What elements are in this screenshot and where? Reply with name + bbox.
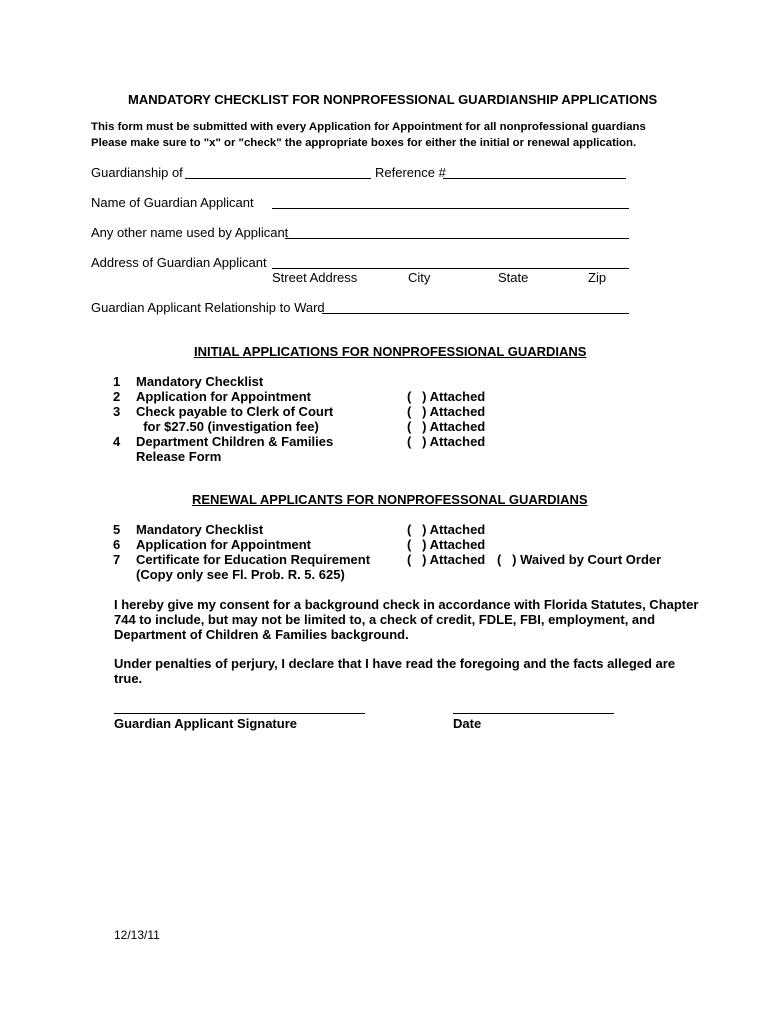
attached-checkbox[interactable]: ( ) Attached	[407, 522, 486, 537]
consent-line-3: Department of Children & Families background.	[114, 627, 409, 642]
renewal-item-num: 6	[113, 537, 121, 552]
guardian-name-label: Name of Guardian Applicant	[91, 195, 254, 210]
guardian-name-field[interactable]	[272, 208, 629, 209]
renewal-item-text: Certificate for Education Requirement	[136, 552, 371, 567]
intro-line-2: Please make sure to "x" or "check" the appropriate boxes for either the initial or renewal application.	[91, 137, 637, 149]
zip-caption: Zip	[588, 270, 607, 285]
signature-field[interactable]	[114, 713, 365, 714]
initial-item-text: Application for Appointment	[136, 389, 311, 404]
initial-heading: INITIAL APPLICATIONS FOR NONPROFESSIONAL GUARDIANS	[194, 344, 587, 359]
initial-item-num: 4	[113, 434, 121, 449]
reference-label: Reference #	[375, 165, 446, 180]
footer-revision-date: 12/13/11	[114, 928, 160, 942]
attached-checkbox[interactable]: ( ) Attached	[407, 537, 486, 552]
reference-field[interactable]	[443, 178, 626, 179]
address-field[interactable]	[272, 268, 629, 269]
street-address-caption: Street Address	[272, 270, 358, 285]
date-field[interactable]	[453, 713, 614, 714]
attached-checkbox[interactable]: ( ) Attached	[407, 434, 486, 449]
initial-item-text: for $27.50 (investigation fee)	[136, 419, 319, 434]
renewal-item-num: 5	[113, 522, 121, 537]
guardianship-of-field[interactable]	[185, 178, 371, 179]
perjury-line-2: true.	[114, 671, 143, 686]
page-title: MANDATORY CHECKLIST FOR NONPROFESSIONAL GUARDIANSHIP APPLICATIONS	[128, 92, 658, 107]
initial-item-num: 3	[113, 404, 121, 419]
initial-item-text: Department Children & Families	[136, 434, 334, 449]
renewal-heading: RENEWAL APPLICANTS FOR NONPROFESSONAL GUARDIANS	[192, 492, 588, 507]
initial-item-text: Release Form	[136, 449, 222, 464]
other-name-field[interactable]	[285, 238, 629, 239]
initial-item-num: 2	[113, 389, 121, 404]
waived-checkbox[interactable]: ( ) Waived by Court Order	[497, 552, 662, 567]
initial-item-text: Check payable to Clerk of Court	[136, 404, 334, 419]
address-label: Address of Guardian Applicant	[91, 255, 267, 270]
state-caption: State	[498, 270, 529, 285]
consent-line-2: 744 to include, but may not be limited to, a check of credit, FDLE, FBI, employment, and	[114, 612, 656, 627]
initial-item-num: 1	[113, 374, 121, 389]
perjury-line-1: Under penalties of perjury, I declare that I have read the foregoing and the facts alleged are	[114, 656, 676, 671]
renewal-item-text: Mandatory Checklist	[136, 522, 264, 537]
renewal-item-num: 7	[113, 552, 121, 567]
consent-line-1: I hereby give my consent for a background check in accordance with Florida Statutes, Chapter	[114, 597, 699, 612]
relationship-field[interactable]	[322, 313, 629, 314]
attached-checkbox[interactable]: ( ) Attached	[407, 419, 486, 434]
initial-item-text: Mandatory Checklist	[136, 374, 264, 389]
relationship-label: Guardian Applicant Relationship to Ward	[91, 300, 325, 315]
intro-line-1: This form must be submitted with every Application for Appointment for all nonprofessional guardians	[91, 121, 646, 133]
city-caption: City	[408, 270, 431, 285]
attached-checkbox[interactable]: ( ) Attached	[407, 404, 486, 419]
attached-checkbox[interactable]: ( ) Attached	[407, 552, 486, 567]
renewal-item-text: (Copy only see Fl. Prob. R. 5. 625)	[136, 567, 345, 582]
date-label: Date	[453, 716, 482, 731]
guardianship-of-label: Guardianship of	[91, 165, 183, 180]
other-name-label: Any other name used by Applicant	[91, 225, 289, 240]
signature-label: Guardian Applicant Signature	[114, 716, 297, 731]
attached-checkbox[interactable]: ( ) Attached	[407, 389, 486, 404]
renewal-item-text: Application for Appointment	[136, 537, 311, 552]
